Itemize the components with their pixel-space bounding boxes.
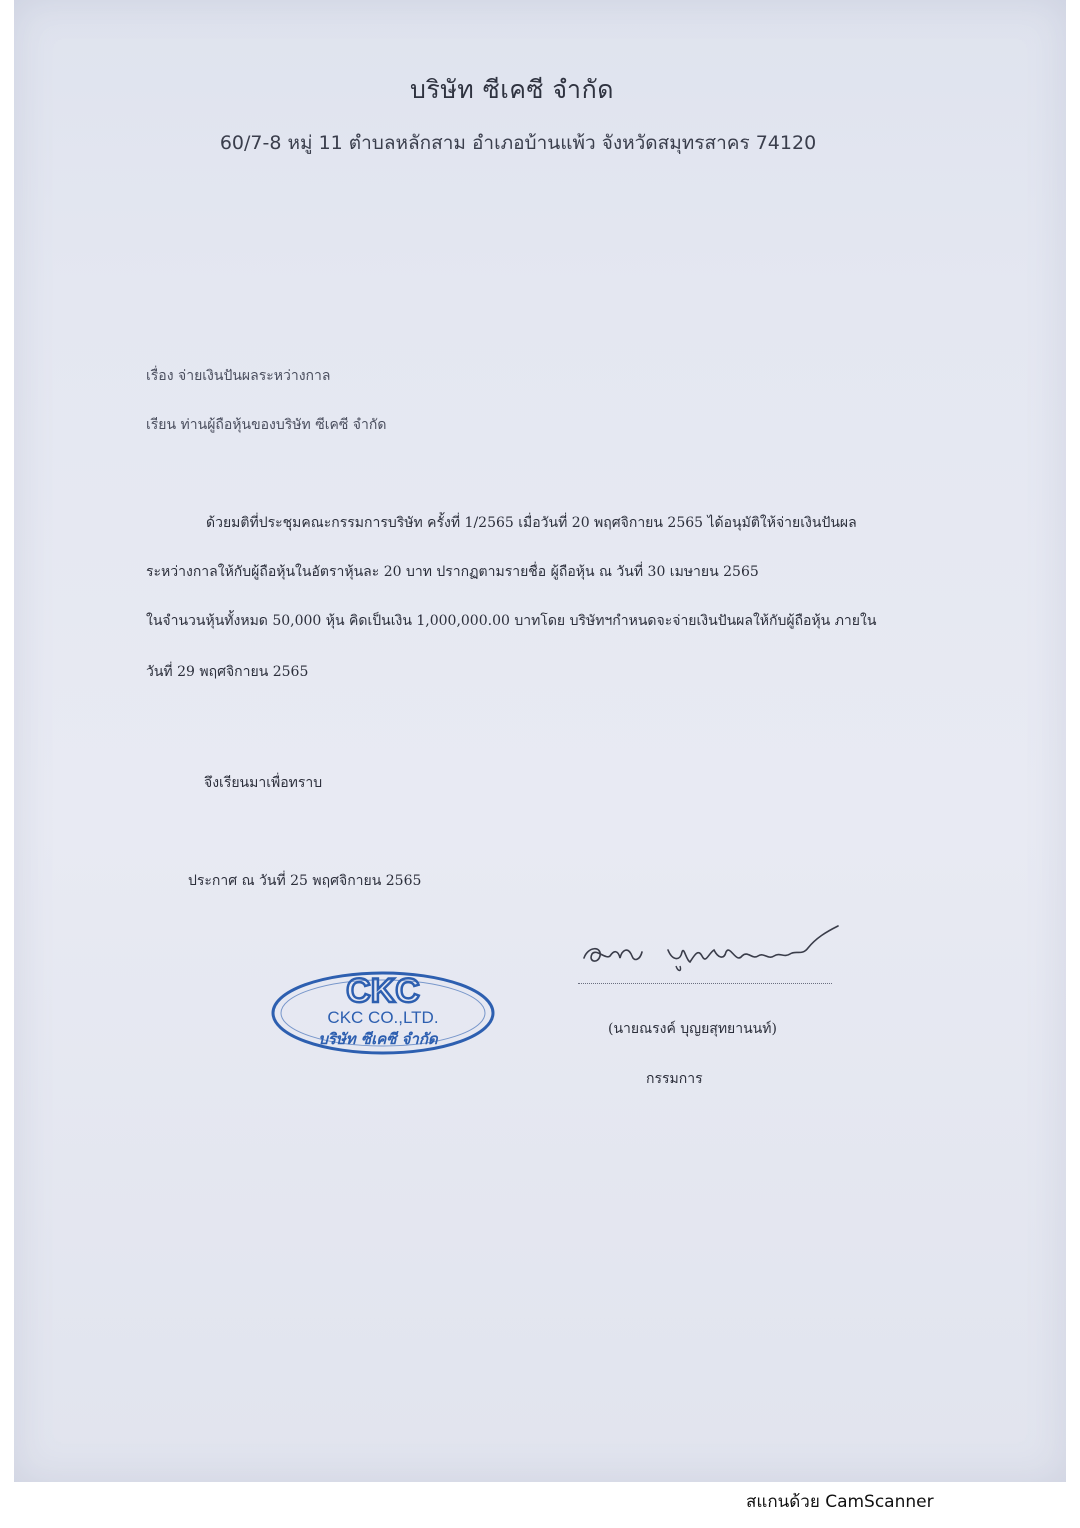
signatory-title: กรรมการ <box>646 1071 703 1087</box>
announce-date: ประกาศ ณ วันที่ 25 พฤศจิกายน 2565 <box>188 873 422 889</box>
company-stamp <box>268 968 498 1058</box>
recipient-line: เรียน ท่านผู้ถือหุ้นของบริษัท ซีเคซี จำกัด <box>146 417 387 433</box>
document-page <box>14 0 1066 1482</box>
closing-line: จึงเรียนมาเพื่อทราบ <box>204 775 323 791</box>
handwritten-signature <box>576 920 846 990</box>
body-line: ในจำนวนหุ้นทั้งหมด 50,000 หุ้น คิดเป็นเงิน 1,000,000.00 บาทโดย บริษัทฯกำหนดจะจ่ายเงินปันผลให้กับผู้ถือหุ้น ภายใน <box>146 613 877 629</box>
stamp-logo-text: CKC <box>346 972 420 1010</box>
body-line: ด้วยมติที่ประชุมคณะกรรมการบริษัท ครั้งที่ 1/2565 เมื่อวันที่ 20 พฤศจิกายน 2565 ได้อนุมัติให้จ่ายเงินปันผล <box>206 515 857 531</box>
subject-line: เรื่อง จ่ายเงินปันผลระหว่างกาล <box>146 368 331 384</box>
signature-dotted-line <box>578 983 832 984</box>
body-line: วันที่ 29 พฤศจิกายน 2565 <box>146 664 309 680</box>
company-address: 60/7-8 หมู่ 11 ตำบลหลักสาม อำเภอบ้านแพ้ว จังหวัดสมุทรสาคร 74120 <box>219 132 817 154</box>
camscanner-watermark: สแกนด้วย CamScanner <box>746 1492 934 1512</box>
company-name: บริษัท ซีเคซี จำกัด <box>410 75 614 104</box>
signatory-name: (นายณรงค์ บุญยสุทยานนท์) <box>608 1021 777 1037</box>
stamp-company-en: CKC CO.,LTD. <box>327 1008 439 1027</box>
stamp-company-th: บริษัท ซีเคซี จำกัด <box>318 1030 438 1048</box>
body-line: ระหว่างกาลให้กับผู้ถือหุ้นในอัตราหุ้นละ 20 บาท ปรากฏตามรายชื่อ ผู้ถือหุ้น ณ วันที่ 30 เมษายน 2565 <box>146 564 759 580</box>
